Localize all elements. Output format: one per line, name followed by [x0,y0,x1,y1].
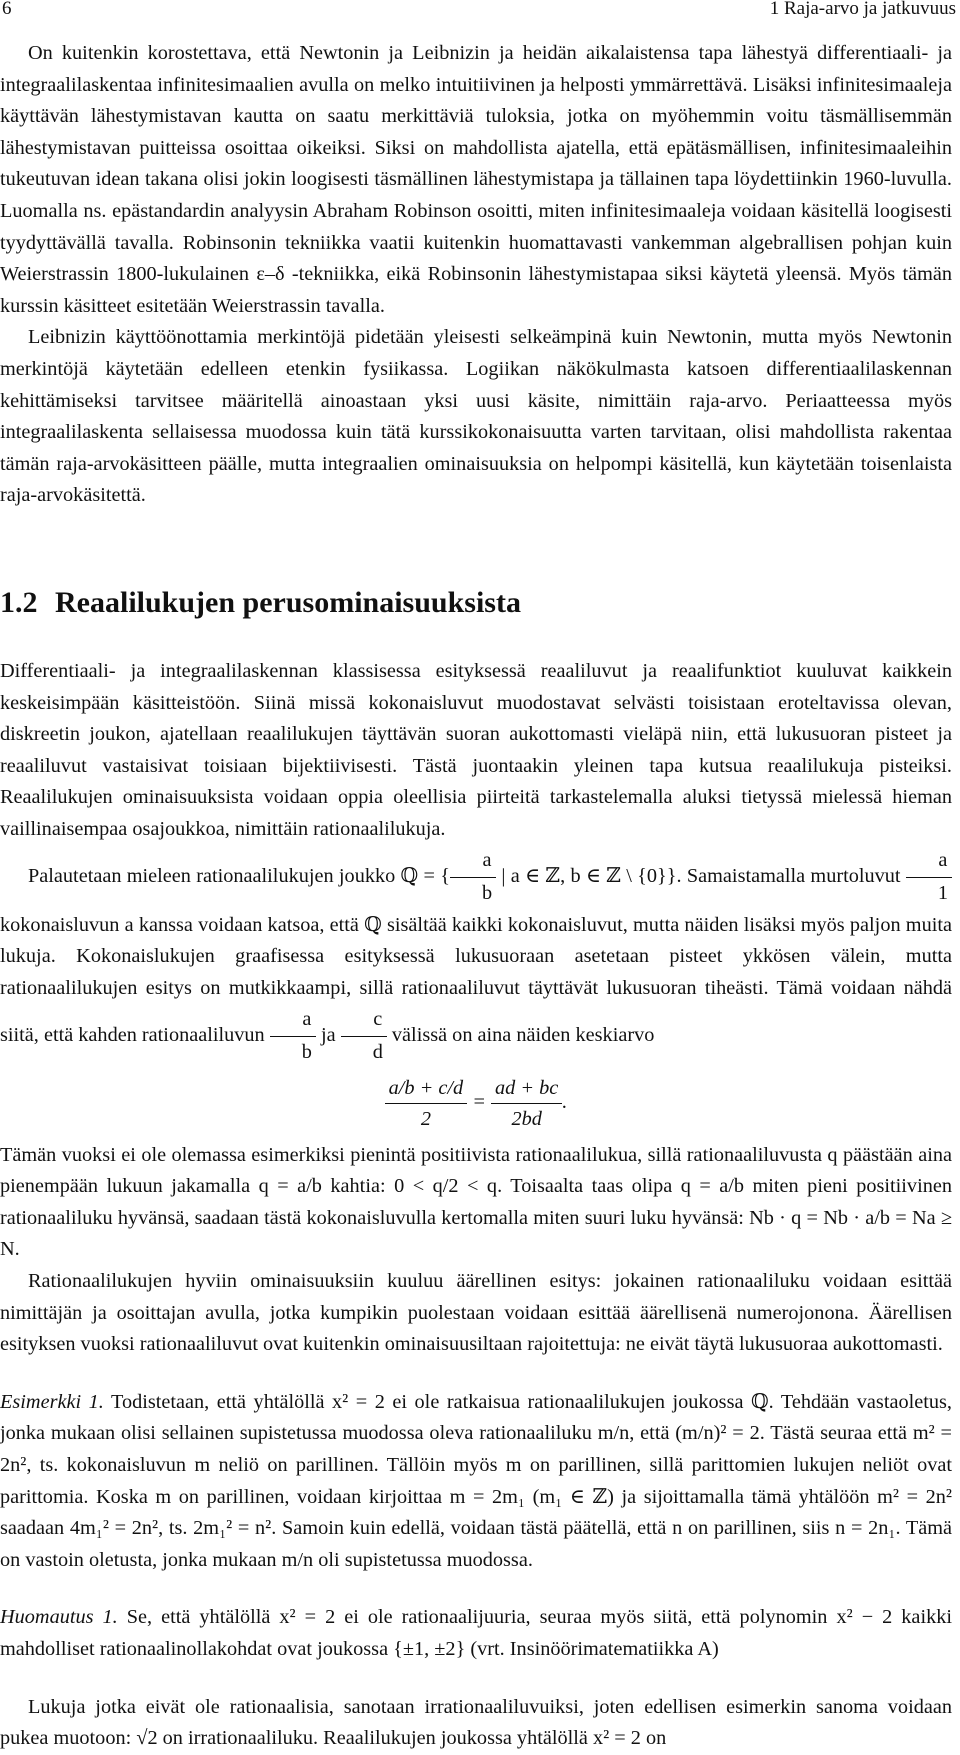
frac-den: b [301,1041,312,1064]
display-lhs-fraction [385,1073,468,1134]
section-heading [0,584,952,622]
frac-num: a [270,1004,316,1037]
block-spacer [0,1666,952,1692]
fraction-a-over-b [450,845,496,909]
display-equals: = [472,1090,486,1113]
fraction-a-over-b-2 [270,1004,316,1068]
frac-num: c [341,1004,387,1037]
remark-text: Se, että yhtälöllä x² = 2 ei ole rationaalijuuria, seuraa myös siitä, että polynomin x² − 2 kaikki mahdolliset rationaalinollakohdat ovat joukossa {±1, ±2} (vrt. Insinöörimatematiikka A) [0,1606,952,1660]
paragraph-rationals [0,845,952,1068]
running-header [0,0,960,30]
paragraph-no-smallest: Tämän vuoksi ei ole olemassa esimerkiksi pienintä positiivista rationaalilukua, sillä rationaaliluvusta q päästään aina pienempään lukuun jakamalla q = a/b kahtia: 0 < q/2 < q. Toisaalta taas olipa q = a/b miten pieni positiivinen rationaaliluku hyvänsä, saadaan tästä kokonaisluvulla kertomalla miten suuri luku hyvänsä: Nb · q = Nb · a/b = Na ≥ N. [0,1143,952,1261]
paragraph-finite-representation: Rationaalilukujen hyviin ominaisuuksiin kuuluu äärellinen esitys: jokainen rationaaliluku voidaan esittää nimittäjän ja osoittajan avulla, jotka kumpikin puolestaan voidaan esittää äärellisenä numerojonona. Äärellisen esityksen vuoksi rationaaliluvut ovat kuitenkin ominaisuusiltaan rajoitettuja: ne eivät täytä lukusuoraa aukottomasti. [0,1270,952,1356]
block-spacer [0,1576,952,1602]
rationals-text-d: välissä on aina näiden keskiarvo [386,1024,655,1047]
block-spacer [0,1361,952,1387]
display-rhs-fraction [491,1073,562,1134]
remark-label: Huomautus 1. [0,1606,118,1629]
frac-den: b [481,882,493,905]
fraction-c-over-d [341,1004,387,1068]
paragraph-reals-intro: Differentiaali- ja integraalilaskennan klassisessa esityksessä reaaliluvut ja reaalifunktiot kuuluvat kaikkein keskeisimpään käsitteistöön. Siinä missä kokonaisluvut muodostavat selvästi toisistaan eroteltavissa olevan, diskreetin joukon, ajatellaan reaalilukujen täyttävän suoran aukottomasti vieläpä niin, että lukusuoran pisteet ja reaaliluvut vastaisivat toisiaan bijektiivisesti. Tästä juontaakin yleinen tapa kutsua reaalilukuja pisteiksi. Reaalilukujen ominaisuuksista voidaan oppia oleellisia piirteitä tarkastelemalla aluksi tietyssä mielessä hieman vaillinaisempaa osajoukkoa, nimittäin rationaalilukuja. [0,659,952,840]
example-text: Todistetaan, että yhtälöllä x² = 2 ei ole ratkaisua rationaalilukujen joukossa ℚ. Tehdään vastaoletus, jonka mukaan olisi sellainen supistetussa muodossa oleva rationaaliluku m/n, että (m/n)² = 2. Tästä seuraa että m² = 2n², ts. kokonaisluvun m neliö on parillinen. Tällöin myös m on parillinen, sillä parittomien lukujen neliöt ovat parittomia. Koska m on parillinen, voidaan kirjoittaa m = 2m₁ (m₁ ∈ ℤ) ja sijoittamalla tämä yhtälöön m² = 2n² saadaan 4m₁² = 2n², ts. 2m₁² = n². Samoin kuin edellä, voidaan tästä päätellä, että n on parillinen, siis n = 2n₁. Tämä on vastoin oletusta, jonka mukaan m/n oli supistetussa muodossa. [0,1390,952,1571]
rationals-text-b: | a ∈ ℤ, b ∈ ℤ \ {0}}. Samaistamalla murtoluvut [496,865,906,888]
frac-den: 2 [420,1107,431,1130]
rationals-text-ja: ja [315,1024,341,1047]
section-spacer [0,512,952,584]
paragraph-irrationals: Lukuja jotka eivät ole rationaalisia, sanotaan irrationaaliluvuiksi, joten edellisen esimerkin sanoma voidaan pukea muotoon: √2 on irrationaaliluku. Reaalilukujen joukossa yhtälöllä x² = 2 on [0,1695,952,1750]
example-label: Esimerkki 1. [0,1390,104,1413]
rationals-text-a: Palautetaan mieleen rationaalilukujen joukko ℚ = { [28,865,450,888]
display-equation [0,1073,952,1134]
frac-num: a [450,845,496,878]
display-period: . [562,1090,568,1113]
frac-num: ad + bc [491,1073,562,1104]
section-title: Reaalilukujen perusominaisuuksista [55,585,521,619]
fraction-a-over-1 [906,845,952,909]
remark-block [0,1602,952,1665]
frac-den: 2bd [511,1107,542,1130]
frac-den: 1 [937,882,948,905]
frac-den: d [372,1041,383,1064]
paragraph-notation: Leibnizin käyttöönottamia merkintöjä pidetään yleisesti selkeämpinä kuin Newtonin, mutta myös Newtonin merkintöjä käytetään edelleen etenkin fysiikassa. Logiikan näkökulmasta katsoen differentiaalilaskennan kehittämiseksi tarvitsee määritellä ainoastaan yksi uusi käsite, nimittäin raja-arvo. Periaatteessa myös integraalilaskenta sellaisessa muodossa kuin tätä kurssikokonaisuutta varten tarvitaan, olisi mahdollista rakentaa tämän raja-arvokäsitteen päälle, mutta integraalien ominaisuuksia on helpompi käsitellä, kun käytetään toisenlaista raja-arvokäsitettä. [0,326,952,507]
page-body [0,38,952,1755]
section-number: 1.2 [0,585,38,619]
paragraph-infinitesimals: On kuitenkin korostettava, että Newtonin ja Leibnizin ja heidän aikalaistensa tapa lähestyä differentiaali- ja integraalilaskentaa infinitesimaalien avulla on melko intuitiivinen ja helposti ymmärrettävä. Lisäksi infinitesimaaleja käyttävän lähestymistavan kautta on saatu merkittäviä tuloksia, jotka on myöhemmin voitu täsmällisemmän lähestymistavan puitteissa osoittaa oikeiksi. Siksi on mahdollista ajatella, että epätäsmällisen, infinitesimaaleihin tukeutuvan idean takana olisi jokin loogisesti täsmällinen lähestymistapa ja tällainen tapa löydettiinkin 1960-luvulla. Luomalla ns. epästandardin analyysin Abraham Robinson osoitti, miten infinitesimaaleja voidaan käsitellä loogisesti tyydyttävällä tavalla. Robinsonin tekniikka vaatii kuitenkin huomattavasti vankemman algebrallisen pohjan kuin Weierstrassin 1800-lukulainen ε–δ -tekniikka, eikä Robinsonin lähestymistapaa siksi käytetä yleensä. Myös tämän kurssin käsitteet esitetään Weierstrassin tavalla. [0,42,952,317]
example-block [0,1387,952,1577]
frac-num: a/b + c/d [385,1073,468,1104]
page-number: 6 [2,0,12,19]
rationals-text-c: kokonaisluvun a kanssa voidaan katsoa, että ℚ sisältää kaikki kokonaisluvut, mutta näiden lisäksi myös paljon muita lukuja. Kokonaislukujen graafisessa esityksessä lukusuoraan asetetaan pisteet ykkösen välein, mutta rationaalilukujen esitys on mutkikkaampi, sillä rationaaliluvut täyttävät lukusuoran tiheästi. Tämä voidaan nähdä siitä, että kahden rationaaliluvun [0,913,952,1047]
frac-num: a [906,845,952,878]
running-title: 1 Raja-arvo ja jatkuvuus [769,0,956,19]
